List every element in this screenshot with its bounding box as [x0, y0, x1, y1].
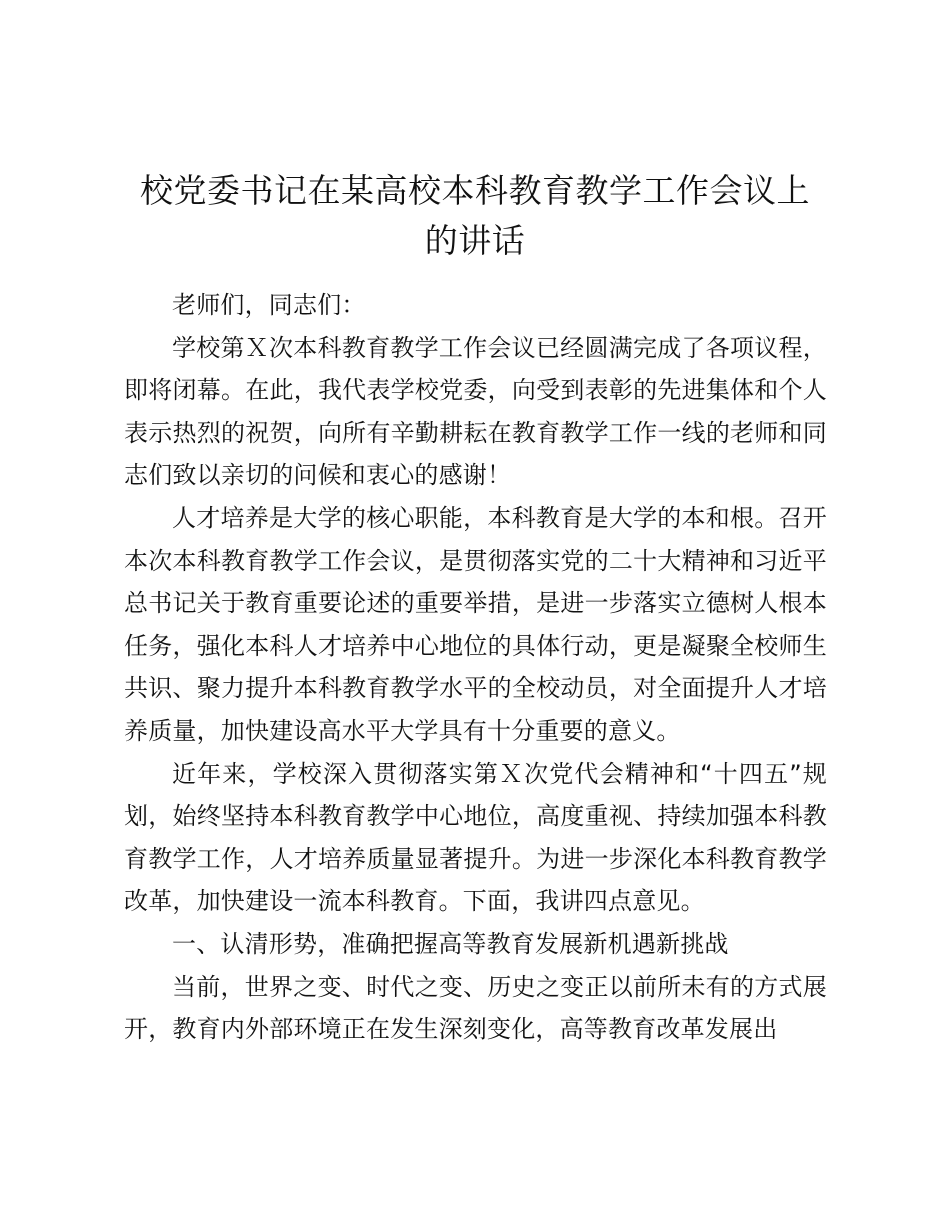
salutation: 老师们，同志们： — [172, 291, 366, 319]
paragraph-recent-years: 近年来，学校深入贯彻落实第Ｘ次党代会精神和“十四五”规划，始终坚持本科教育教学中心地位，高度重视、持续加强本科教育教学工作，人才培养质量显著提升。为进一步深化本科教育教学改革，加快建设一流本科教育。下面，我讲四点意见。 — [124, 759, 827, 916]
document-body — [124, 284, 827, 1051]
paragraph-significance: 人才培养是大学的核心职能，本科教育是大学的本和根。召开本次本科教育教学工作会议，是贯彻落实党的二十大精神和习近平总书记关于教育重要论述的重要举措，是进一步落实立德树人根本任务，强化本科人才培养中心地位的具体行动，更是凝聚全校师生共识、聚力提升本科教育教学水平的全校动员，对全面提升人才培养质量，加快建设高水平大学具有十分重要的意义。 — [124, 503, 827, 745]
paragraph-current-situation: 当前，世界之变、时代之变、历史之变正以前所未有的方式展开，教育内外部环境正在发生深刻变化，高等教育改革发展出 — [124, 972, 827, 1044]
section-heading: 一、认清形势，准确把握高等教育发展新机遇新挑战 — [172, 929, 729, 958]
title-line-1: 校党委书记在某高校本科教育教学工作会议上 — [140, 171, 810, 210]
document-title — [110, 166, 840, 266]
title-line-2: 的讲话 — [424, 221, 526, 260]
paragraph-opening: 学校第Ｘ次本科教育教学工作会议已经圆满完成了各项议程，即将闭幕。在此，我代表学校党委，向受到表彰的先进集体和个人表示热烈的祝贺，向所有辛勤耕耘在教育教学工作一线的老师和同志们致以亲切的问候和衷心的感谢！ — [124, 333, 827, 490]
